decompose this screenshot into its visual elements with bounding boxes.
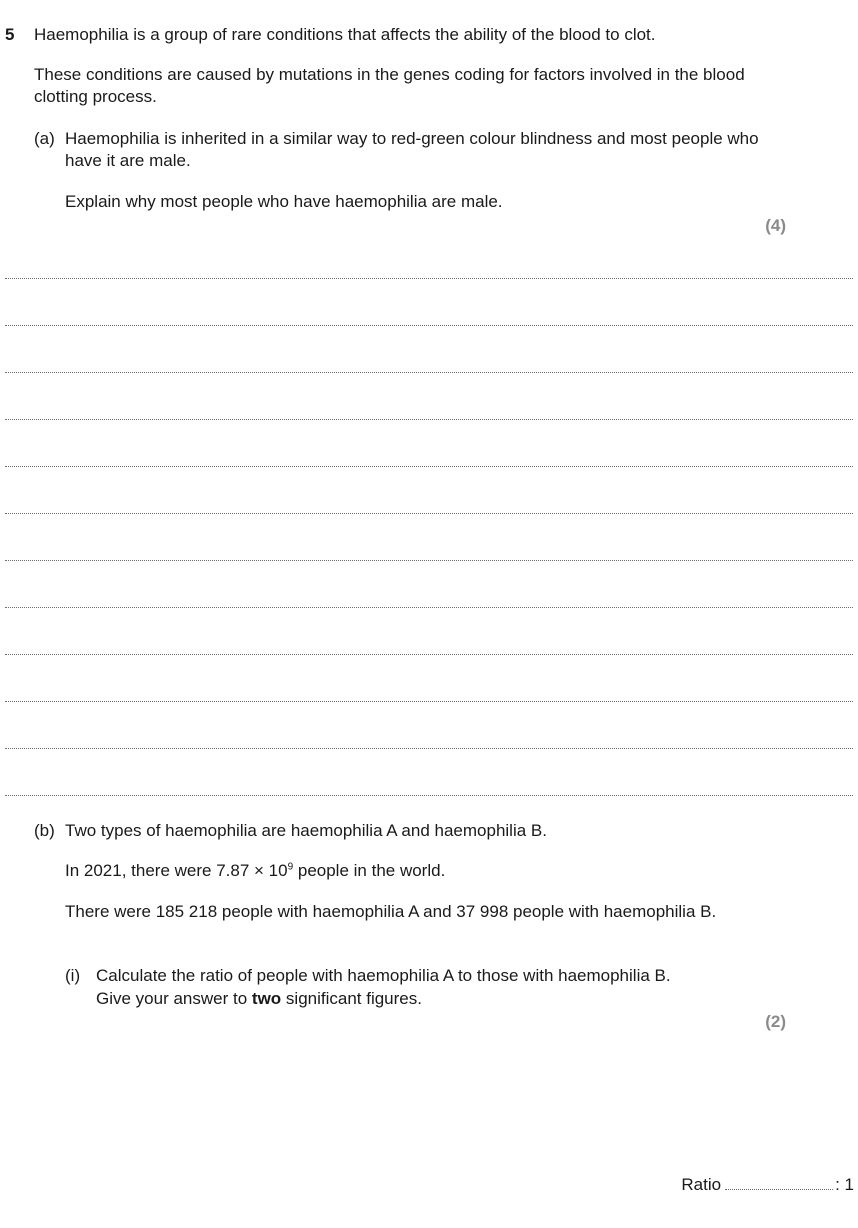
part-b-i-label: (i)	[65, 966, 81, 985]
part-b-label: (b)	[34, 821, 55, 840]
ratio-answer	[681, 1174, 854, 1196]
answer-line[interactable]	[5, 466, 853, 467]
part-b-i-marks: (2)	[765, 1012, 786, 1031]
ratio-answer-blank[interactable]	[725, 1175, 833, 1190]
ratio-label: Ratio	[681, 1175, 722, 1194]
part-a-marks: (4)	[765, 216, 786, 235]
answer-line[interactable]	[5, 513, 853, 514]
precision-bold: two	[251, 989, 282, 1008]
part-b-counts: There were 185 218 people with haemophilia A and 37 998 people with haemophilia B.	[65, 902, 717, 921]
part-a-label: (a)	[34, 129, 55, 148]
part-b-population	[65, 860, 785, 882]
population-prefix: In 2021, there were 7.87 × 10	[65, 861, 288, 880]
answer-line[interactable]	[5, 654, 853, 655]
question-context: These conditions are caused by mutations in the genes coding for factors involved in the blood clotting process.	[34, 65, 745, 106]
answer-line[interactable]	[5, 560, 853, 561]
part-b-i-precision	[96, 988, 796, 1010]
question-intro: Haemophilia is a group of rare conditions that affects the ability of the blood to clot.	[34, 25, 656, 44]
answer-line[interactable]	[5, 419, 853, 420]
part-a-statement: Haemophilia is inherited in a similar way to red-green colour blindness and most people who have it are male.	[65, 129, 759, 170]
answer-line[interactable]	[5, 278, 853, 279]
answer-line[interactable]	[5, 748, 853, 749]
part-a-instruction: Explain why most people who have haemophilia are male.	[65, 192, 503, 211]
ratio-suffix: : 1	[835, 1175, 854, 1194]
answer-line[interactable]	[5, 607, 853, 608]
population-exponent: 9	[287, 861, 294, 873]
question-number: 5	[5, 25, 15, 44]
answer-line[interactable]	[5, 701, 853, 702]
answer-line[interactable]	[5, 795, 853, 796]
answer-line[interactable]	[5, 372, 853, 373]
population-suffix: people in the world.	[293, 861, 446, 880]
precision-suffix: significant figures.	[281, 989, 422, 1008]
part-b-statement: Two types of haemophilia are haemophilia A and haemophilia B.	[65, 821, 547, 840]
part-b-i-instruction: Calculate the ratio of people with haemophilia A to those with haemophilia B.	[96, 966, 671, 985]
precision-prefix: Give your answer to	[96, 989, 252, 1008]
answer-line[interactable]	[5, 325, 853, 326]
